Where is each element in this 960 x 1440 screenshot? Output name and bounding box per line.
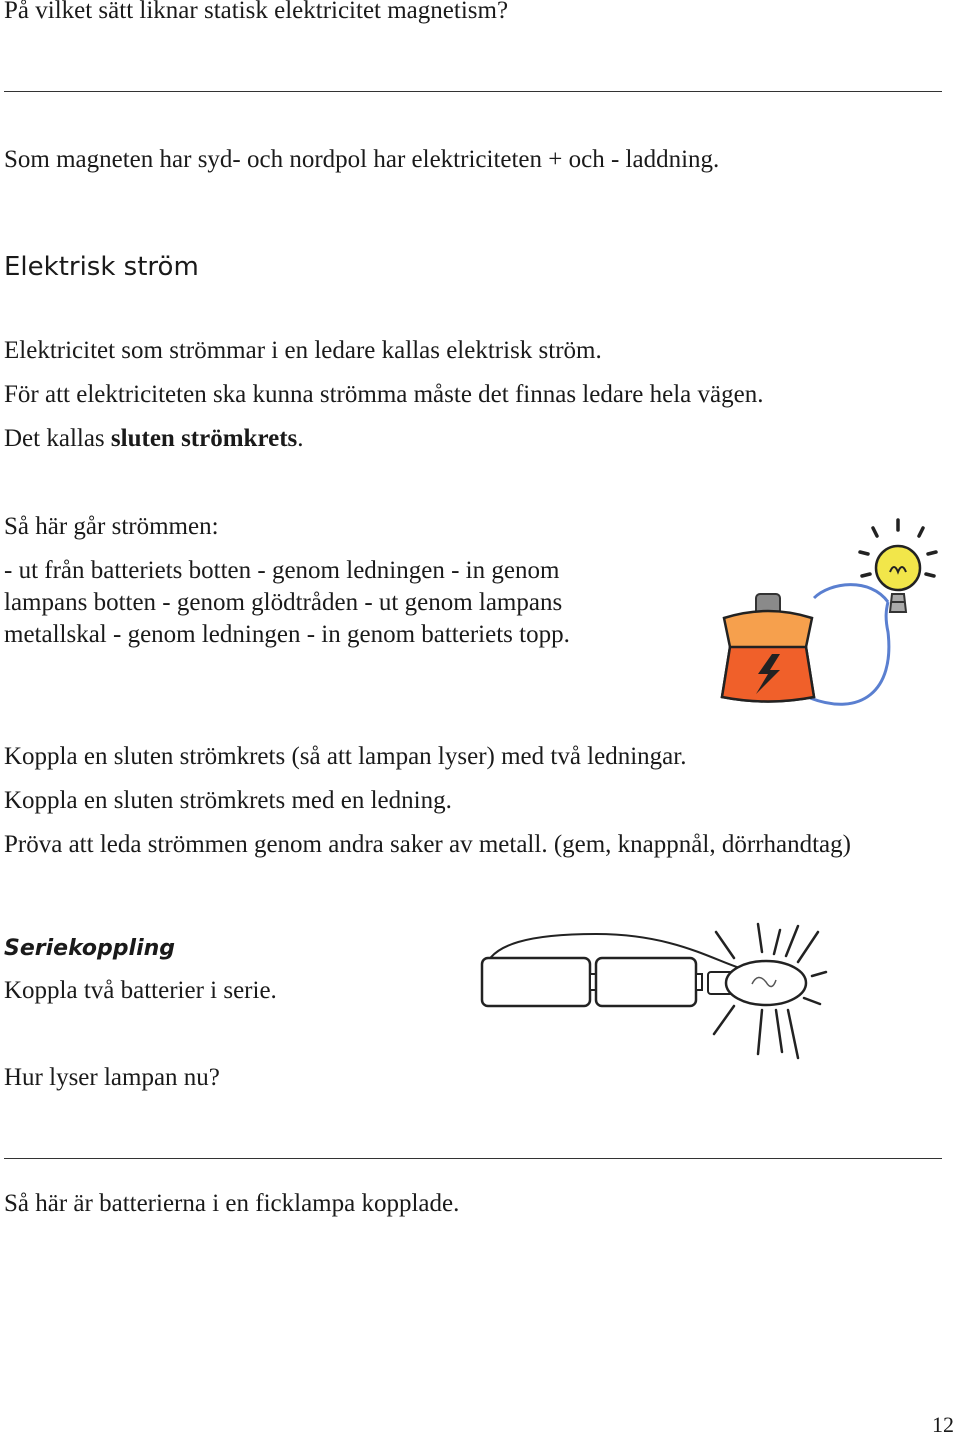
current-path-line: - ut från batteriets botten - genom ledningen - in genom — [4, 557, 560, 584]
paragraph-line-2: För att elektriciteten ska kunna strömma måste det finnas ledare hela vägen. — [4, 381, 764, 408]
section-heading-seriekoppling: Seriekoppling — [4, 936, 176, 961]
wire — [814, 585, 888, 602]
current-path-line: metallskal - genom ledningen - in genom batteriets topp. — [4, 621, 570, 648]
page-number: 12 — [932, 1412, 954, 1437]
task-1: Koppla en sluten strömkrets (så att lampan lyser) med två ledningar. — [4, 743, 687, 770]
series-task: Koppla två batterier i serie. — [4, 977, 277, 1004]
section-heading-elektrisk-strom: Elektrisk ström — [4, 252, 199, 282]
paragraph-line-3 — [4, 424, 304, 454]
light-bulb — [708, 924, 826, 1058]
answer-line — [4, 1158, 942, 1159]
battery-2 — [596, 958, 696, 1006]
series-question: Hur lyser lampan nu? — [4, 1064, 220, 1091]
task-2: Koppla en sluten strömkrets med en ledning. — [4, 787, 452, 814]
answer-line — [4, 91, 942, 92]
task-3: Pröva att leda strömmen genom andra saker av metall. (gem, knappnål, dörrhandtag) — [4, 831, 851, 858]
line-3-prefix: Det kallas — [4, 425, 111, 452]
flashlight-text: Så här är batterierna i en ficklampa kopplade. — [4, 1190, 460, 1217]
battery — [722, 594, 814, 702]
paragraph-line-1: Elektricitet som strömmar i en ledare kallas elektrisk ström. — [4, 337, 602, 364]
question-statisk-elektricitet: På vilket sätt liknar statisk elektricitet magnetism? — [4, 0, 509, 24]
light-bulb — [860, 520, 936, 612]
line-3-suffix: . — [297, 425, 304, 452]
series-circuit-illustration — [476, 922, 832, 1062]
circuit-illustration — [710, 522, 950, 717]
term-sluten-stromkrets: sluten strömkrets — [110, 425, 298, 452]
wire — [810, 602, 889, 704]
battery-1 — [482, 958, 590, 1006]
answer-text: Som magneten har syd- och nordpol har elektriciteten + och - laddning. — [4, 146, 720, 173]
current-path-intro: Så här går strömmen: — [4, 513, 219, 540]
current-path-line: lampans botten - genom glödtråden - ut genom lampans — [4, 589, 563, 616]
current-path-description — [4, 555, 570, 651]
